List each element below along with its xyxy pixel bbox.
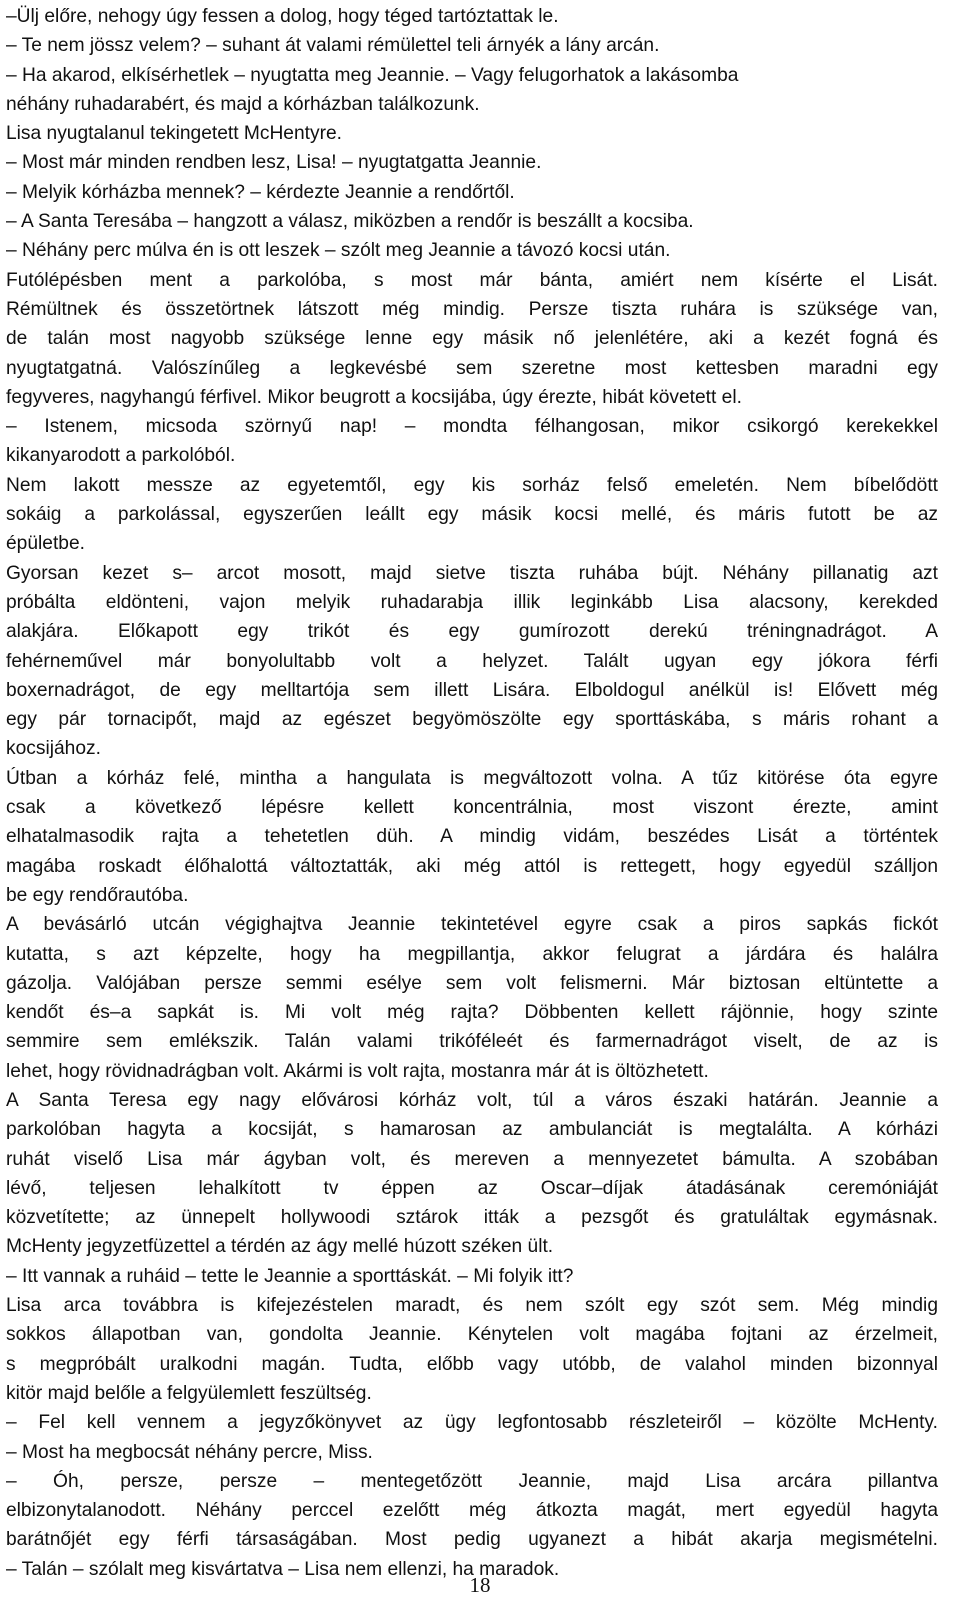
text-line: lehet, hogy rövidnadrágban volt. Akármi is volt rajta, mostanra már át is öltözhetett. — [6, 1060, 709, 1082]
text-line: Rémültnek és összetörtnek látszott még mindig. Persze tiszta ruhára is szüksége van, — [6, 298, 938, 320]
text-line: alakjára. Előkapott egy trikót és egy gumírozott derekú tréningnadrágot. A — [6, 621, 938, 643]
text-line: – Itt vannak a ruháid – tette le Jeannie a sporttáskát. – Mi folyik itt? — [6, 1265, 574, 1287]
text-line: nyugtatgatná. Valószínűleg a legkevésbé sem szeretne most kettesben maradni egy — [6, 357, 938, 379]
text-line: elhatalmasodik rajta a tehetetlen düh. A mindig vidám, beszédes Lisát a történtek — [6, 826, 938, 848]
text-line: épületbe. — [6, 533, 85, 555]
text-line: McHenty jegyzetfüzettel a térdén az ágy mellé húzott széken ült. — [6, 1236, 554, 1258]
text-line: de talán most nagyobb szüksége lenne egy másik nő jelenlétére, aki a kezét fogná és — [6, 328, 938, 350]
text-line: – Ha akarod, elkísérhetlek – nyugtatta meg Jeannie. – Vagy felugorhatok a lakásomba — [6, 64, 739, 86]
text-line: Lisa nyugtalanul tekingetett McHentyre. — [6, 123, 342, 145]
text-line: – Te nem jössz velem? – suhant át valami rémülettel teli árnyék a lány arcán. — [6, 35, 660, 57]
text-line: – Talán – szólalt meg kisvártatva – Lisa nem ellenzi, ha maradok. — [6, 1558, 560, 1580]
text-line: ruhát viselő Lisa már ágyban volt, és mereven a mennyezetet bámulta. A szobában — [6, 1148, 938, 1170]
body-text — [6, 2, 938, 1584]
text-line: boxernadrágot, de egy melltartója sem illett Lisára. Elboldogul anélkül is! Elővett még — [6, 679, 938, 701]
text-line: kutatta, s azt képzelte, hogy ha megpillantja, akkor felugrat a járdára és halálra — [6, 943, 938, 965]
text-line: Futólépésben ment a parkolóba, s most már bánta, amiért nem kísérte el Lisát. — [6, 269, 938, 291]
text-line: A Santa Teresa egy nagy elővárosi kórház volt, túl a város északi határán. Jeannie a — [6, 1089, 938, 1111]
text-line: lévő, teljesen lehalkított tv éppen az Oscar–díjak átadásának ceremóniáját — [6, 1177, 938, 1199]
text-line: csak a következő lépésre kellett koncentrálnia, most viszont érezte, amint — [6, 797, 938, 819]
text-line: kendőt és–a sapkát is. Mi volt még rajta? Döbbenten kellett rájönnie, hogy szinte — [6, 1002, 938, 1024]
text-line: kitör majd belőle a felgyülemlett feszültség. — [6, 1382, 372, 1404]
text-line: parkolóban hagyta a kocsiját, s hamarosan az ambulanciát is megtalálta. A kórházi — [6, 1119, 938, 1141]
text-line: – A Santa Teresába – hangzott a válasz, miközben a rendőr is beszállt a kocsiba. — [6, 211, 694, 233]
text-line: – Most már minden rendben lesz, Lisa! – nyugtatgatta Jeannie. — [6, 152, 542, 174]
text-line: – Óh, persze, persze – mentegetőzött Jeannie, majd Lisa arcára pillantva — [6, 1470, 938, 1492]
text-line: – Melyik kórházba mennek? – kérdezte Jeannie a rendőrtől. — [6, 181, 515, 203]
text-line: – Fel kell vennem a jegyzőkönyvet az ügy legfontosabb részleteiről – közölte McHenty. — [6, 1412, 938, 1434]
page-number: 18 — [469, 1573, 491, 1597]
text-line: –Ülj előre, nehogy úgy fessen a dolog, hogy téged tartóztattak le. — [6, 6, 559, 27]
text-line: fegyveres, nagyhangú férfivel. Mikor beugrott a kocsijába, úgy érezte, hibát követett el. — [6, 386, 742, 408]
text-line: – Néhány perc múlva én is ott leszek – szólt meg Jeannie a távozó kocsi után. — [6, 240, 671, 262]
text-line: A bevásárló utcán végighajtva Jeannie tekintetével egyre csak a piros sapkás fickót — [6, 914, 938, 936]
text-line: Gyorsan kezet s– arcot mosott, majd sietve tiszta ruhába bújt. Néhány pillanatig azt — [6, 562, 938, 584]
text-line: kikanyarodott a parkolóból. — [6, 445, 236, 467]
text-line: Nem lakott messze az egyetemtől, egy kis sorház felső emeletén. Nem bíbelődött — [6, 474, 938, 496]
text-line: próbálta eldönteni, vajon melyik ruhadarabja illik leginkább Lisa alacsony, kerekded — [6, 591, 938, 613]
text-line: egy pár tornacipőt, majd az egészet begyömöszölte egy sporttáskába, s máris rohant a — [6, 709, 938, 731]
text-line: gázolja. Valójában persze semmi esélye sem volt felismerni. Már biztosan eltüntette a — [6, 972, 938, 994]
text-line: sokáig a parkolással, egyszerűen leállt egy másik kocsi mellé, és máris futott be az — [6, 504, 938, 526]
text-line: néhány ruhadarabért, és majd a kórházban találkozunk. — [6, 93, 480, 115]
text-line: semmire sem emlékszik. Talán valami trikóféleét és farmernadrágot viselt, de az is — [6, 1031, 938, 1053]
text-line: barátnőjét egy férfi társaságában. Most pedig ugyanezt a hibát akarja megismételni. — [6, 1529, 938, 1551]
text-line: kocsijához. — [6, 738, 101, 760]
text-line: – Istenem, micsoda szörnyű nap! – mondta félhangosan, mikor csikorgó kerekekkel — [6, 416, 938, 438]
text-line: Lisa arca továbbra is kifejezéstelen maradt, és nem szólt egy szót sem. Még mindig — [6, 1295, 938, 1317]
text-line: fehérneművel már bonyolultabb volt a helyzet. Talált ugyan egy jókora férfi — [6, 650, 938, 672]
text-line: magába roskadt élőhalottá változtatták, aki még attól is rettegett, hogy egyedül szálljon — [6, 855, 938, 877]
text-line: sokkos állapotban van, gondolta Jeannie. Kénytelen volt magába fojtani az érzelmeit, — [6, 1324, 938, 1346]
text-line: elbizonytalanodott. Néhány perccel ezelőtt még átkozta magát, mert egyedül hagyta — [6, 1500, 938, 1522]
text-line: közvetítette; az ünnepelt hollywoodi sztárok itták a pezsgőt és gratuláltak egymásnak. — [6, 1207, 938, 1229]
text-line: – Most ha megbocsát néhány percre, Miss. — [6, 1441, 373, 1463]
text-line: Útban a kórház felé, mintha a hangulata is megváltozott volna. A tűz kitörése óta egyre — [6, 767, 938, 789]
text-line: be egy rendőrautóba. — [6, 884, 189, 906]
text-line: s megpróbált uralkodni magán. Tudta, előbb vagy utóbb, de valahol minden bizonnyal — [6, 1353, 938, 1375]
